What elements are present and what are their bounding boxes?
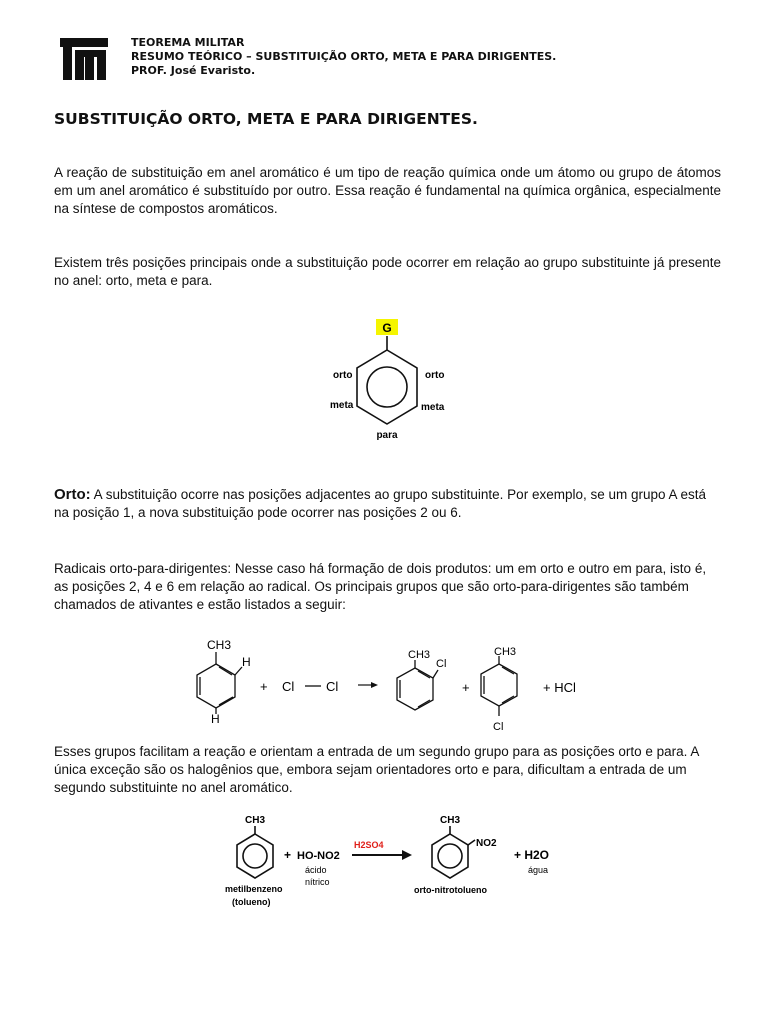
plus-sign-1: +: [260, 679, 268, 694]
header-line-1: TEOREMA MILITAR: [131, 36, 245, 49]
chlorine-atom-b: Cl: [326, 679, 339, 694]
nitration-reaction-scheme: [218, 812, 588, 912]
reaction-arrow-2: [352, 850, 412, 860]
nitric-acid-name-1: ácido: [305, 865, 327, 875]
benzene-ring: [357, 350, 417, 424]
toluene-ch3-label: CH3: [245, 815, 266, 826]
hcl-byproduct: + HCl: [543, 680, 576, 695]
toluene-name-2: (tolueno): [232, 897, 271, 907]
plus-sign-2: +: [462, 680, 470, 695]
nitro-group-label: NO2: [476, 838, 497, 849]
para-label: para: [376, 430, 398, 441]
header-line-2: RESUMO TEÓRICO – SUBSTITUIÇÃO ORTO, META E PARA DIRIGENTES.: [131, 50, 557, 63]
teorema-militar-logo: [58, 36, 110, 82]
chlorination-reaction-scheme: [172, 630, 592, 742]
nitric-acid-formula: HO-NO2: [297, 850, 340, 862]
toluene-ring: [237, 826, 273, 878]
paragraph-positions: Existem três posições principais onde a substituição pode ocorrer em relação ao grupo substituinte já presente no anel: orto, meta e para.: [54, 255, 721, 288]
product-name: orto-nitrotolueno: [414, 885, 487, 895]
toluene-reactant: [197, 652, 242, 714]
water-name: água: [528, 865, 549, 875]
water-product: + H2O: [514, 848, 550, 862]
document-header: [131, 36, 556, 78]
header-line-3: PROF. José Evaristo.: [131, 64, 256, 77]
paragraph-groups: Esses grupos facilitam a reação e orientam a entrada de um segundo grupo para as posições orto e para. A única exceção são os halogênios que, embora sejam orientadores orto e para, dificultam a entrada de um segundo substituinte no anel aromático.: [54, 744, 699, 795]
catalyst-label: H2SO4: [354, 840, 384, 850]
reactant-h-top-label: H: [242, 655, 251, 669]
ortho-left-label: orto: [333, 370, 353, 381]
reaction-arrow-1: [358, 682, 378, 688]
ortho-right-label: orto: [425, 370, 445, 381]
toluene-name-1: metilbenzeno: [225, 884, 283, 894]
nitration-plus-1: +: [284, 848, 292, 862]
para-chlorotoluene: [481, 656, 517, 716]
paragraph-radicals: Radicais orto-para-dirigentes: Nesse caso há formação de dois produtos: um em orto e outro em para, isto é, as posições 2, 4 e 6 em relação ao radical. Os principais grupos que são orto-para-dirigentes são também chamados de ativantes e estão listados a seguir:: [54, 561, 707, 612]
nitrotoluene-ring: [432, 826, 475, 878]
nitrotoluene-ch3-label: CH3: [440, 815, 461, 826]
product1-ch3-label: CH3: [408, 649, 431, 661]
group-label: G: [382, 321, 392, 335]
substitution-positions-diagram: [300, 312, 470, 447]
chlorine-atom-a: Cl: [282, 679, 295, 694]
paragraph-orto: [54, 486, 721, 522]
reactant-ch3-label: CH3: [207, 638, 232, 652]
meta-left-label: meta: [330, 400, 354, 411]
ortho-chlorotoluene: [397, 660, 438, 710]
orto-text: A substituição ocorre nas posições adjacentes ao grupo substituinte. Por exemplo, se um grupo A está na posição 1, a nova substituição pode ocorrer nas posições 2 ou 6.: [54, 487, 707, 520]
aromatic-circle: [367, 367, 407, 407]
product2-ch3-label: CH3: [494, 646, 517, 658]
nitric-acid-name-2: nítrico: [305, 877, 330, 887]
meta-right-label: meta: [421, 402, 445, 413]
product1-cl-label: Cl: [436, 658, 447, 670]
paragraph-intro: A reação de substituição em anel aromático é um tipo de reação química onde um átomo ou grupo de átomos em um anel aromático é substituído por outro. Essa reação é fundamental na química orgânica, especialmente na síntese de compostos aromáticos.: [54, 165, 721, 216]
orto-label: Orto:: [54, 486, 91, 503]
document-title: SUBSTITUIÇÃO ORTO, META E PARA DIRIGENTES.: [54, 110, 478, 128]
product2-cl-label: Cl: [493, 721, 504, 733]
reactant-h-bottom-label: H: [211, 712, 220, 726]
